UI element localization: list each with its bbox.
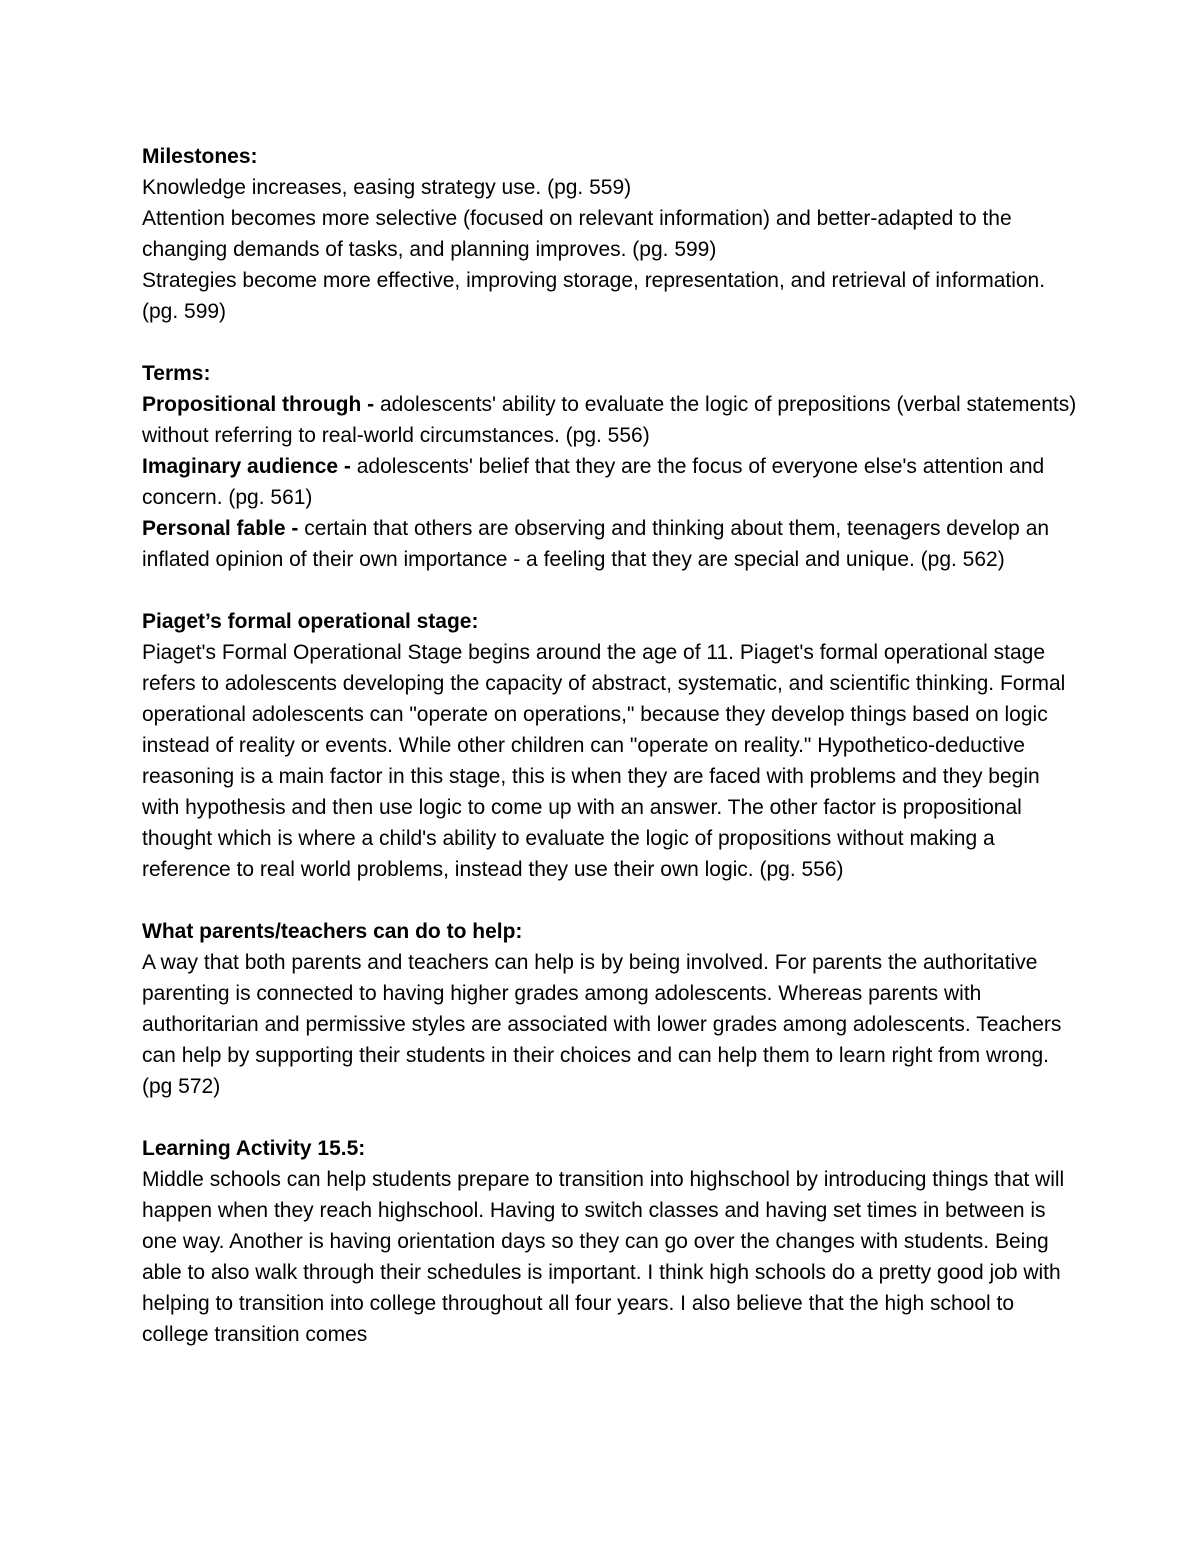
help-heading: What parents/teachers can do to help: <box>142 920 523 943</box>
milestone-item: Knowledge increases, easing strategy use. (pg. 559) <box>142 176 632 199</box>
paragraph-gap <box>142 885 1082 916</box>
term-entry <box>142 389 1082 451</box>
help-section <box>142 916 1082 1102</box>
term-definition: certain that others are observing and thinking about them, teenagers develop an inflated opinion of their own importance - a feeling that they are special and unique. (pg. 562) <box>142 517 1050 571</box>
terms-section <box>142 358 1082 575</box>
term-name: Propositional through - <box>142 393 375 416</box>
term-entry <box>142 451 1082 513</box>
activity-section <box>142 1133 1082 1350</box>
milestone-item: Strategies become more effective, improving storage, representation, and retrieval of information. (pg. 599) <box>142 269 1046 323</box>
term-definition: adolescents' ability to evaluate the logic of prepositions (verbal statements) without referring to real-world circumstances. (pg. 556) <box>142 393 1077 447</box>
help-body: A way that both parents and teachers can help is by being involved. For parents the authoritative parenting is connected to having higher grades among adolescents. Whereas parents with authoritarian and permissive styles are associated with lower grades among adolescents. Teachers can help by supporting their students in their choices and can help them to learn right from wrong. (pg 572) <box>142 951 1062 1098</box>
milestone-item: Attention becomes more selective (focused on relevant information) and better-adapted to the changing demands of tasks, and planning improves. (pg. 599) <box>142 207 1012 261</box>
term-entry <box>142 513 1082 575</box>
activity-heading: Learning Activity 15.5: <box>142 1137 366 1160</box>
piaget-section <box>142 606 1082 885</box>
terms-heading: Terms: <box>142 362 211 385</box>
paragraph-gap <box>142 327 1082 358</box>
paragraph-gap <box>142 575 1082 606</box>
term-definition: adolescents' belief that they are the focus of everyone else's attention and concern. (pg. 561) <box>142 455 1045 509</box>
document-page <box>142 141 1082 1350</box>
term-name: Imaginary audience - <box>142 455 351 478</box>
milestones-heading: Milestones: <box>142 145 258 168</box>
term-name: Personal fable - <box>142 517 299 540</box>
piaget-heading: Piaget’s formal operational stage: <box>142 610 479 633</box>
paragraph-gap <box>142 1102 1082 1133</box>
piaget-body: Piaget's Formal Operational Stage begins around the age of 11. Piaget's formal operational stage refers to adolescents developing the capacity of abstract, systematic, and scientific thinking. Formal operational adolescents can "operate on operations," because they develop things based on logic instead of reality or events. While other children can "operate on reality." Hypothetico-deductive reasoning is a main factor in this stage, this is when they are faced with problems and they begin with hypothesis and then use logic to come up with an answer. The other factor is propositional thought which is where a child's ability to evaluate the logic of propositions without making a reference to real world problems, instead they use their own logic. (pg. 556) <box>142 641 1066 881</box>
milestones-section <box>142 141 1082 327</box>
activity-body: Middle schools can help students prepare to transition into highschool by introducing things that will happen when they reach highschool. Having to switch classes and having set times in between is one way. Another is having orientation days so they can go over the changes with students. Being able to also walk through their schedules is important. I think high schools do a pretty good job with helping to transition into college throughout all four years. I also believe that the high school to college transition comes <box>142 1168 1065 1346</box>
